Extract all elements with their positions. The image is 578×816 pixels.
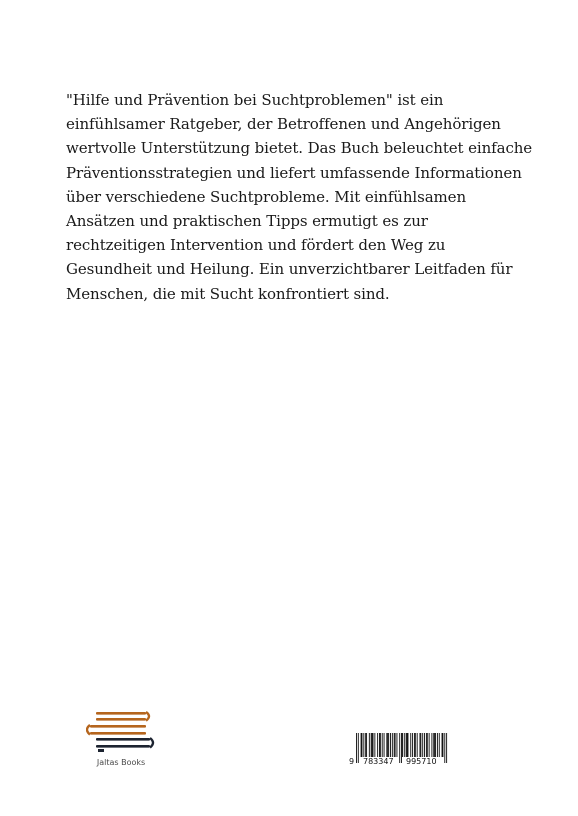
barcode-bar bbox=[387, 733, 388, 757]
barcode-bar bbox=[362, 733, 363, 757]
barcode-bar bbox=[414, 733, 415, 757]
barcode-right-digits: 995710 bbox=[406, 757, 437, 766]
barcode-bar bbox=[426, 733, 427, 757]
barcode-bar bbox=[420, 733, 421, 757]
barcode-bar bbox=[388, 733, 389, 757]
book-description bbox=[66, 88, 533, 306]
barcode-bar bbox=[356, 733, 357, 763]
barcode-bar bbox=[408, 733, 409, 757]
barcode-bar bbox=[431, 733, 432, 757]
barcode-bar bbox=[361, 733, 362, 757]
barcode-bar bbox=[442, 733, 443, 757]
barcode-bar bbox=[396, 733, 397, 757]
barcode-bar bbox=[424, 733, 425, 757]
barcode-bar bbox=[372, 733, 373, 757]
barcode-bar bbox=[392, 733, 393, 757]
description-line: Menschen, die mit Sucht konfrontiert sind. bbox=[66, 284, 390, 303]
isbn-barcode bbox=[350, 733, 450, 769]
description-line: wertvolle Unterstützung bietet. Das Buch beleuchtet einfache bbox=[66, 139, 533, 158]
barcode-bar bbox=[439, 733, 440, 757]
barcode-bar bbox=[390, 733, 391, 757]
barcode-bar bbox=[415, 733, 416, 757]
barcode-bar bbox=[401, 733, 402, 763]
description-line: "Hilfe und Prävention bei Suchtproblemen" ist ein bbox=[66, 91, 444, 109]
barcode-bar bbox=[377, 733, 378, 757]
barcode-bar bbox=[422, 733, 423, 757]
barcode-bar bbox=[412, 733, 413, 757]
barcode-bar bbox=[435, 733, 436, 757]
description-line: Gesundheit und Heilung. Ein unverzichtbarer Leitfaden für bbox=[66, 260, 513, 279]
barcode-bar bbox=[429, 733, 430, 757]
barcode-bar bbox=[410, 733, 411, 757]
barcode-left-digits: 783347 bbox=[363, 757, 394, 766]
barcode-bar bbox=[434, 733, 435, 757]
barcode-bar bbox=[369, 733, 370, 757]
barcode-bar bbox=[358, 733, 359, 763]
barcode-bar bbox=[366, 733, 367, 757]
barcode-bar bbox=[427, 733, 428, 757]
barcode-bar bbox=[371, 733, 372, 757]
stacked-books-icon bbox=[86, 708, 158, 756]
description-line: über verschiedene Suchtprobleme. Mit einfühlsamen bbox=[66, 187, 467, 206]
barcode-bar bbox=[437, 733, 438, 757]
barcode-bar bbox=[363, 733, 364, 757]
publisher-logo bbox=[80, 706, 162, 772]
barcode-bar bbox=[386, 733, 387, 757]
description-line: Präventionsstrategien und liefert umfassende Informationen bbox=[66, 163, 522, 182]
barcode-bar bbox=[446, 733, 447, 763]
barcode-bar bbox=[402, 733, 403, 757]
barcode-bar bbox=[394, 733, 395, 757]
barcode-bar bbox=[442, 733, 443, 757]
barcode-bar bbox=[384, 733, 385, 757]
barcode-bar bbox=[373, 733, 374, 757]
barcode-bar bbox=[365, 733, 366, 757]
barcode-bar bbox=[379, 733, 380, 757]
barcode-bar bbox=[444, 733, 445, 763]
barcode-bar bbox=[433, 733, 434, 757]
publisher-name: Jaltas Books bbox=[96, 758, 146, 767]
barcode-bar bbox=[382, 733, 383, 757]
barcode-prefix-digit: 9 bbox=[349, 757, 355, 766]
barcode-bar bbox=[380, 733, 381, 757]
barcode-bar bbox=[407, 733, 408, 757]
barcode-bar bbox=[417, 733, 418, 757]
barcode-bar bbox=[419, 733, 420, 757]
barcode-bar bbox=[399, 733, 400, 763]
barcode-bar bbox=[406, 733, 407, 757]
barcode-bar bbox=[374, 733, 375, 757]
description-line: einfühlsamer Ratgeber, der Betroffenen und Angehörigen bbox=[66, 115, 501, 134]
description-line: Ansätzen und praktischen Tipps ermutigt es zur bbox=[66, 212, 428, 231]
barcode-bar bbox=[404, 733, 405, 757]
description-line: rechtzeitigen Intervention und fördert den Weg zu bbox=[66, 236, 446, 255]
barcode-bar bbox=[395, 733, 396, 757]
